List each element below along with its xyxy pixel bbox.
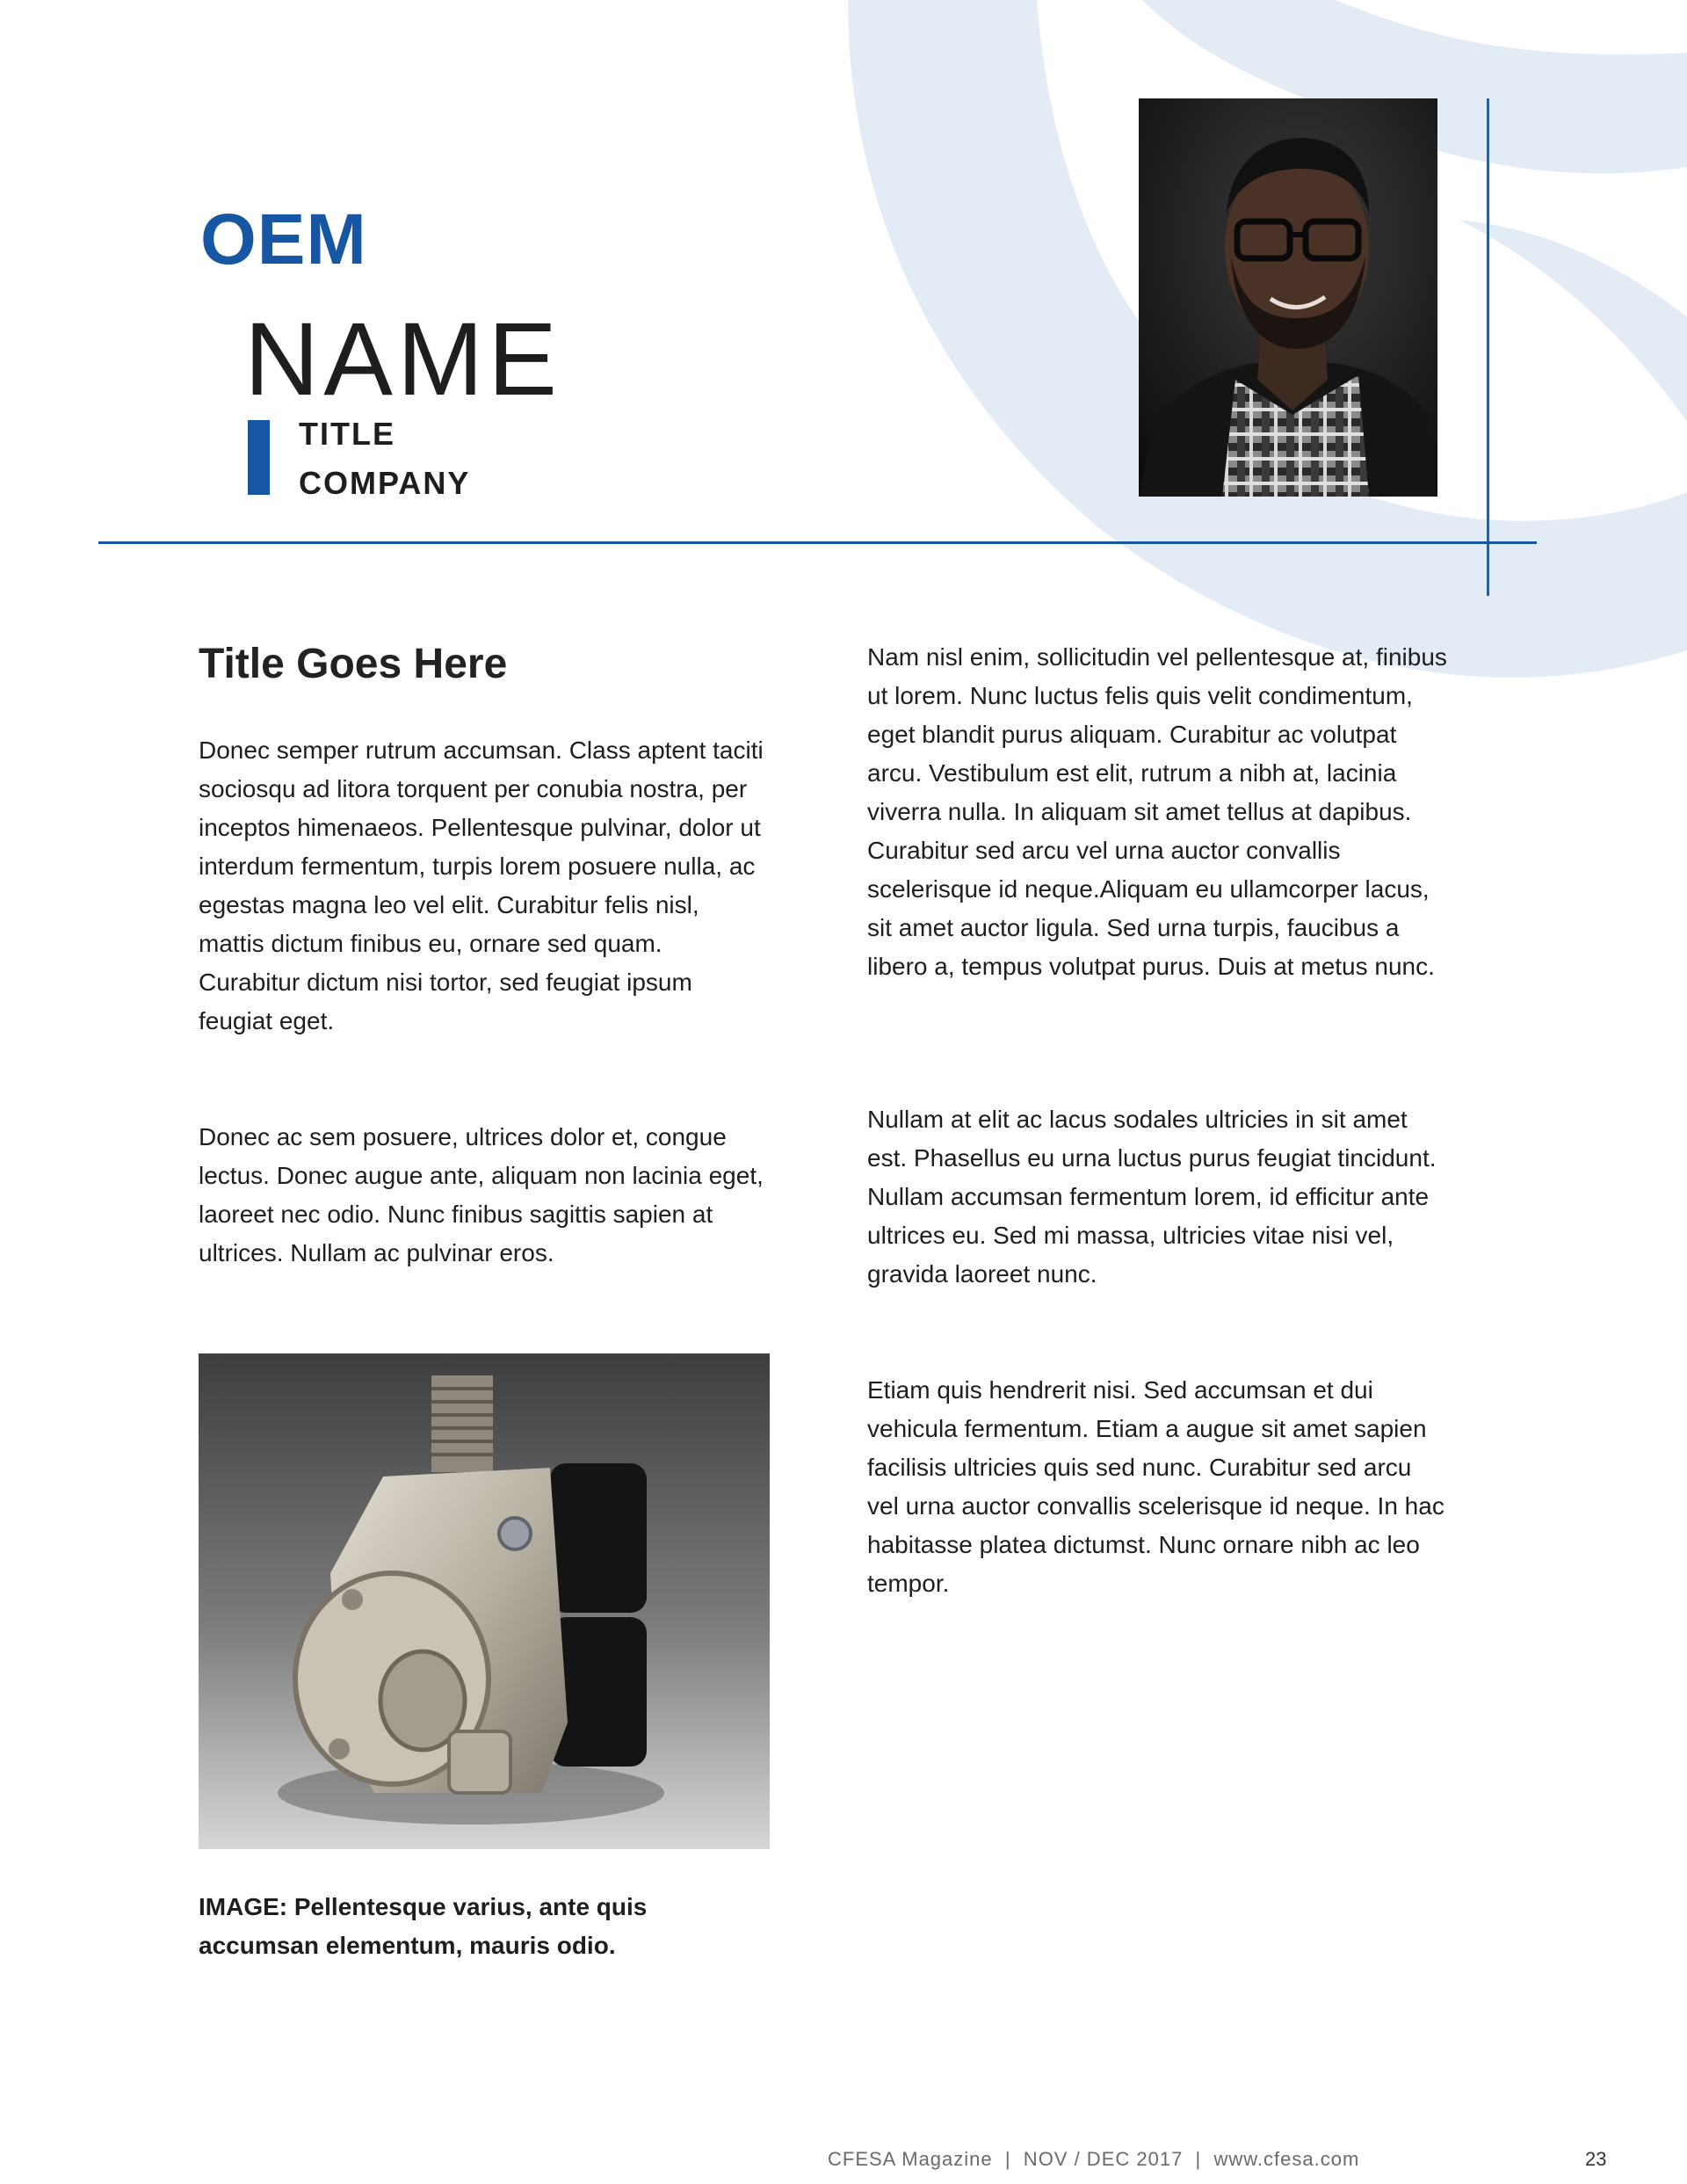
right-paragraph-1: Nam nisl enim, sollicitudin vel pellentesque at, finibus ut lorem. Nunc luctus felis quis velit condimentum, eget blandit purus aliquam. Curabitur ac volutpat arcu. Vestibulum est elit, rutrum a nibh at, lacinia viverra nulla. In aliquam sit amet tellus at dapibus. Curabitur sed arcu vel urna auctor convallis scelerisque id neque.Aliquam eu ullamcorper lacus, sit amet auctor ligula. Sed urna turpis, faucibus a libero a, tempus volutpat purus. Duis at metus nunc. [867,643,1447,980]
accent-bar [248,420,270,495]
left-paragraph-1: Donec semper rutrum accumsan. Class aptent taciti sociosqu ad litora torquent per conubia nostra, per inceptos himenaeos. Pellentesque pulvinar, dolor ut interdum fermentum, turpis lorem posuere nulla, ac egestas magna leo vel elit. Curabitur felis nisl, mattis dictum finibus eu, ornare sed quam. Curabitur dictum nisi tortor, sed feugiat ipsum feugiat eget. [199,736,764,1034]
left-paragraph-2: Donec ac sem posuere, ultrices dolor et, congue lectus. Donec augue ante, aliquam non lacinia eget, laoreet nec odio. Nunc finibus sagittis sapien at ultrices. Nullam ac pulvinar eros. [199,1123,764,1266]
person-title: TITLE [299,416,395,452]
product-photo [199,1353,770,1849]
image-caption: IMAGE: Pellentesque varius, ante quis accumsan elementum, mauris odio. [199,1893,648,1959]
article-heading: Title Goes Here [199,641,508,687]
portrait-photo [1139,98,1437,497]
vertical-rule [1487,98,1489,596]
person-name: NAME [244,301,561,417]
right-paragraph-3: Etiam quis hendrerit nisi. Sed accumsan et dui vehicula fermentum. Etiam a augue sit amet sapien facilisis ultricies quis sed nunc. Curabitur sed arcu vel urna auctor convallis scelerisque id neque. In hac habitasse platea dictumst. Nunc ornare nibh ac leo tempor. [867,1376,1444,1597]
page-number: 23 [1585,2148,1607,2170]
footer-credit: CFESA Magazine | NOV / DEC 2017 | www.cfesa.com [828,2148,1360,2170]
right-paragraph-2: Nullam at elit ac lacus sodales ultricies in sit amet est. Phasellus eu urna luctus purus feugiat tincidunt. Nullam accumsan fermentum lorem, id efficitur ante ultrices eu. Sed mi massa, ultricies vitae nisi vel, gravida laoreet nunc. [867,1106,1437,1288]
category-label: OEM [200,200,367,279]
horizontal-rule [98,541,1537,544]
person-company: COMPANY [299,465,471,501]
